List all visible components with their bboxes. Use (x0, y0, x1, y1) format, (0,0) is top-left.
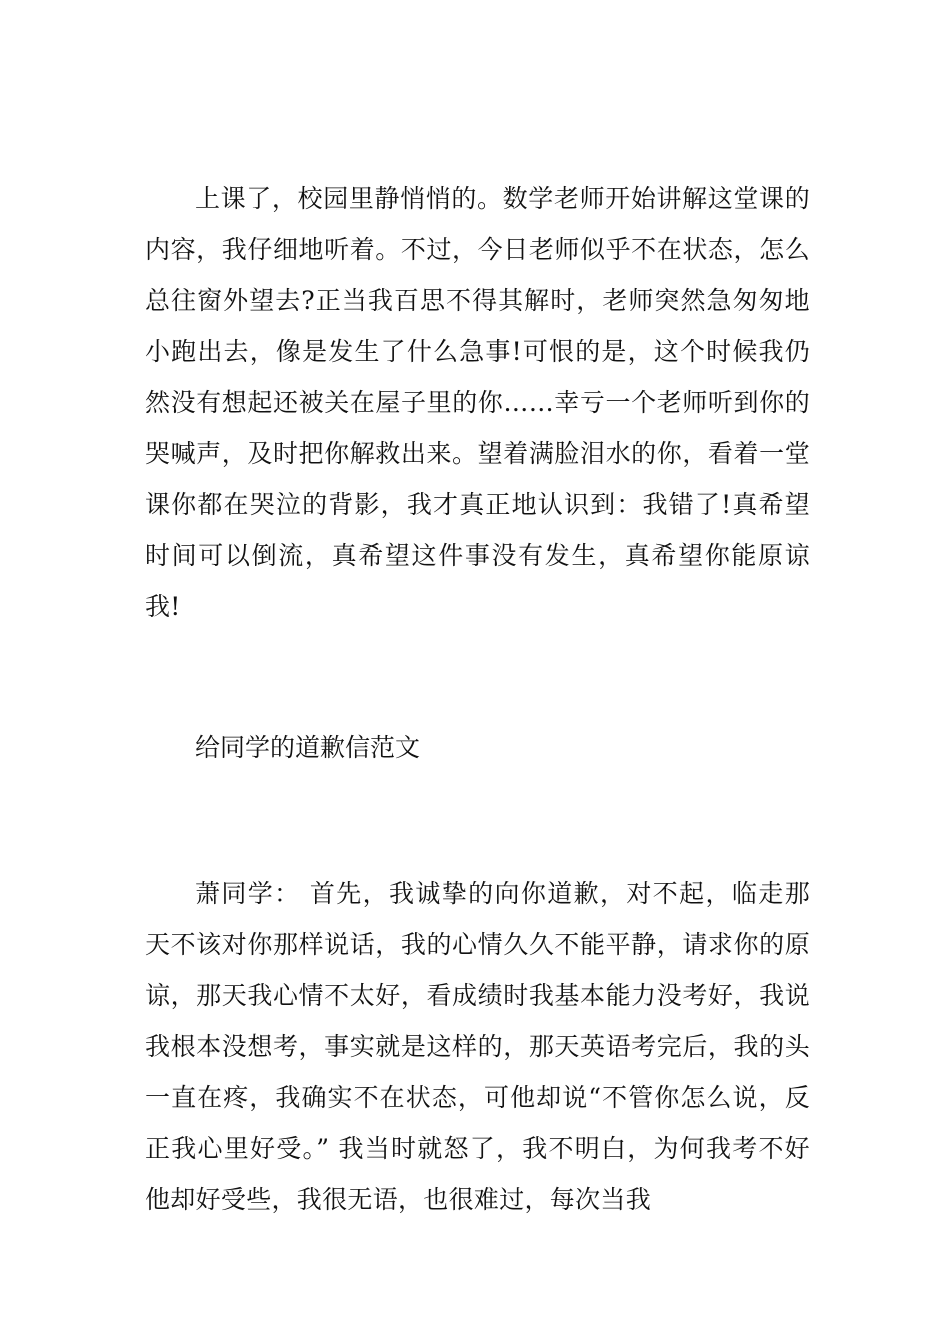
body-paragraph-2: 萧同学： 首先，我诚挚的向你道歉，对不起，临走那天不该对你那样说话，我的心情久久不能平静，请求你的原谅，那天我心情不太好，看成绩时我基本能力没考好，我说我根本没想考，事实就是这样的，那天英语考完后，我的头一直在疼，我确实不在状态，可他却说“不管你怎么说，反正我心里好受。” 我当时就怒了，我不明白，为何我考不好他却好受些，我很无语，也很难过，每次当我 (145, 879, 810, 1214)
body-paragraph-1: 上课了，校园里静悄悄的。数学老师开始讲解这堂课的内容，我仔细地听着。不过，今日老师似乎不在状态，怎么总往窗外望去?正当我百思不得其解时，老师突然急匆匆地小跑出去，像是发生了什么急事!可恨的是，这个时候我仍然没有想起还被关在屋子里的你……幸亏一个老师听到你的哭喊声，及时把你解救出来。望着满脸泪水的你，看着一堂课你都在哭泣的背影，我才真正地认识到：我错了!真希望时间可以倒流，真希望这件事没有发生，真希望你能原谅我! (145, 184, 810, 621)
section-title: 给同学的道歉信范文 (195, 733, 421, 762)
